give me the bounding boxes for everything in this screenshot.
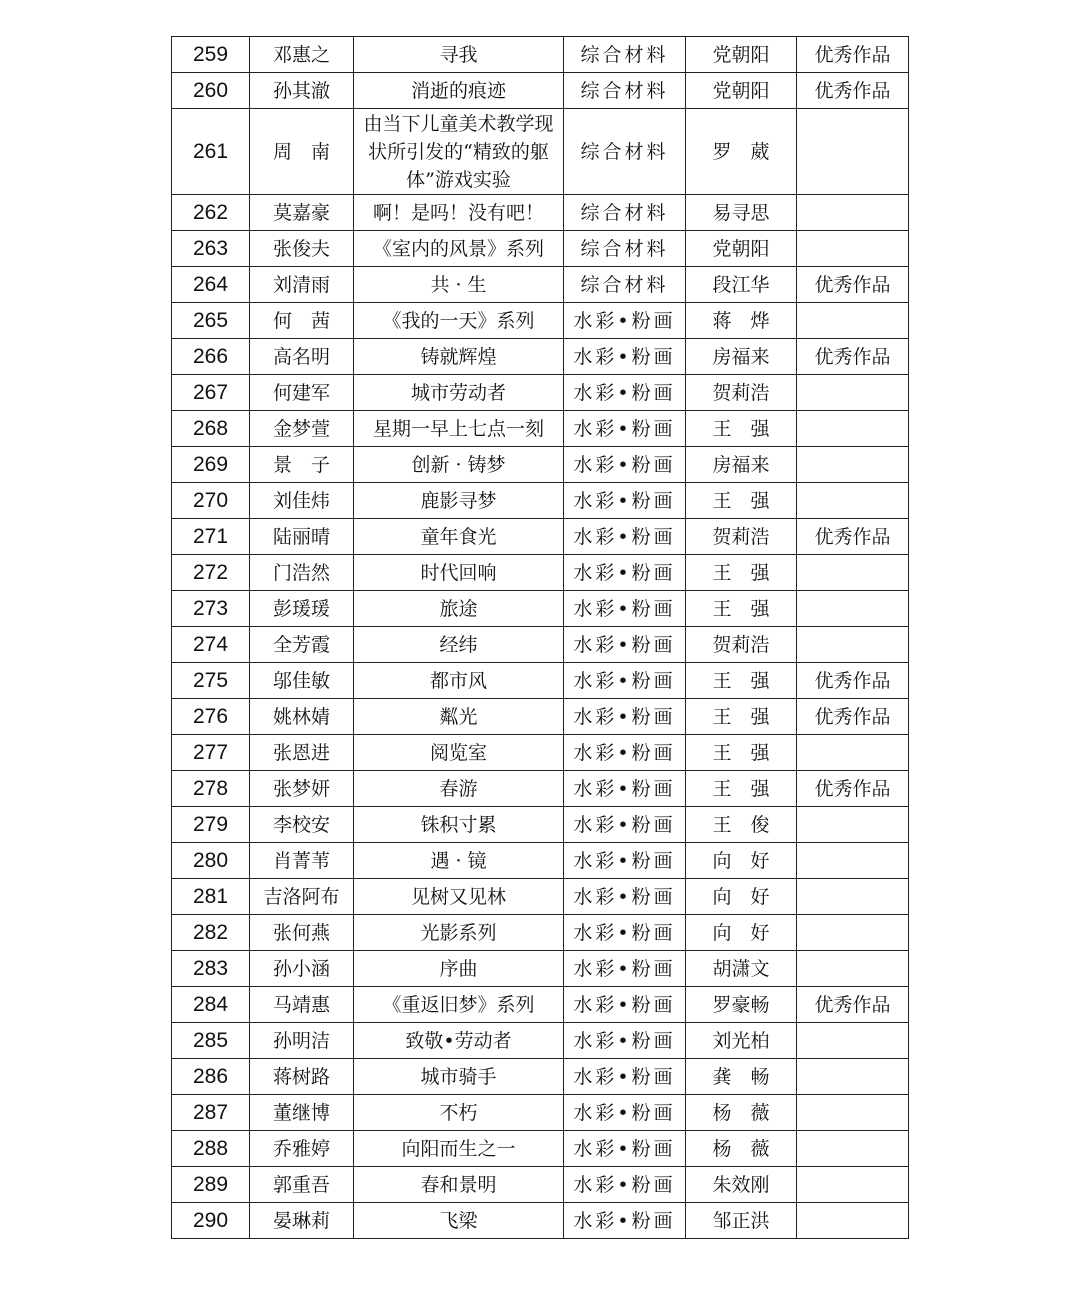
- award-cell: [797, 1167, 909, 1203]
- table-row: [172, 73, 909, 109]
- category-cell: 综合材料: [564, 195, 686, 231]
- work-title-cell: 都市风: [354, 663, 564, 699]
- advisor-cell: 王 强: [686, 663, 797, 699]
- entry-number-cell: 259: [172, 37, 250, 73]
- advisor-cell: 贺莉浩: [686, 375, 797, 411]
- table-row: [172, 699, 909, 735]
- student-name-cell: 马靖惠: [250, 987, 354, 1023]
- entry-number-cell: 288: [172, 1131, 250, 1167]
- student-name-cell: 董继博: [250, 1095, 354, 1131]
- student-name-cell: 邓惠之: [250, 37, 354, 73]
- category-cell: 水彩•粉画: [564, 879, 686, 915]
- work-title-cell: 共 · 生: [354, 267, 564, 303]
- advisor-cell: 段江华: [686, 267, 797, 303]
- student-name-cell: 景 子: [250, 447, 354, 483]
- advisor-cell: 王 强: [686, 555, 797, 591]
- category-cell: 水彩•粉画: [564, 1203, 686, 1239]
- category-cell: 水彩•粉画: [564, 519, 686, 555]
- award-cell: [797, 1203, 909, 1239]
- advisor-cell: 党朝阳: [686, 37, 797, 73]
- award-cell: 优秀作品: [797, 771, 909, 807]
- award-cell: 优秀作品: [797, 699, 909, 735]
- work-title-cell: 时代回响: [354, 555, 564, 591]
- work-title-cell: 创新 · 铸梦: [354, 447, 564, 483]
- award-cell: [797, 735, 909, 771]
- award-cell: [797, 1023, 909, 1059]
- category-cell: 水彩•粉画: [564, 663, 686, 699]
- entry-number-cell: 279: [172, 807, 250, 843]
- category-cell: 水彩•粉画: [564, 555, 686, 591]
- advisor-cell: 向 好: [686, 915, 797, 951]
- award-cell: 优秀作品: [797, 73, 909, 109]
- entry-number-cell: 273: [172, 591, 250, 627]
- student-name-cell: 周 南: [250, 109, 354, 195]
- student-name-cell: 乔雅婷: [250, 1131, 354, 1167]
- category-cell: 水彩•粉画: [564, 339, 686, 375]
- entry-number-cell: 286: [172, 1059, 250, 1095]
- table-body: [172, 37, 909, 1239]
- work-title-cell: 光影系列: [354, 915, 564, 951]
- award-cell: [797, 807, 909, 843]
- advisor-cell: 贺莉浩: [686, 519, 797, 555]
- student-name-cell: 门浩然: [250, 555, 354, 591]
- table-row: [172, 879, 909, 915]
- table-row: [172, 663, 909, 699]
- category-cell: 水彩•粉画: [564, 735, 686, 771]
- work-title-cell: 《重返旧梦》系列: [354, 987, 564, 1023]
- table-row: [172, 771, 909, 807]
- entry-number-cell: 269: [172, 447, 250, 483]
- work-title-cell: 春和景明: [354, 1167, 564, 1203]
- category-cell: 综合材料: [564, 37, 686, 73]
- advisor-cell: 罗豪畅: [686, 987, 797, 1023]
- work-title-cell: 啊！是吗！没有吧！: [354, 195, 564, 231]
- work-title-cell: 《室内的风景》系列: [354, 231, 564, 267]
- table-row: [172, 1023, 909, 1059]
- work-title-cell: 城市劳动者: [354, 375, 564, 411]
- work-title-cell: 飞梁: [354, 1203, 564, 1239]
- student-name-cell: 何 茜: [250, 303, 354, 339]
- table-row: [172, 519, 909, 555]
- entry-number-cell: 276: [172, 699, 250, 735]
- advisor-cell: 杨 薇: [686, 1095, 797, 1131]
- award-cell: [797, 627, 909, 663]
- category-cell: 综合材料: [564, 73, 686, 109]
- award-cell: [797, 303, 909, 339]
- category-cell: 水彩•粉画: [564, 375, 686, 411]
- category-cell: 综合材料: [564, 267, 686, 303]
- work-title-cell: 《我的一天》系列: [354, 303, 564, 339]
- entry-number-cell: 260: [172, 73, 250, 109]
- entry-number-cell: 266: [172, 339, 250, 375]
- table-row: [172, 375, 909, 411]
- category-cell: 水彩•粉画: [564, 771, 686, 807]
- category-cell: 水彩•粉画: [564, 303, 686, 339]
- table-row: [172, 37, 909, 73]
- student-name-cell: 莫嘉豪: [250, 195, 354, 231]
- award-cell: [797, 1059, 909, 1095]
- student-name-cell: 刘清雨: [250, 267, 354, 303]
- student-name-cell: 张俊夫: [250, 231, 354, 267]
- advisor-cell: 易寻思: [686, 195, 797, 231]
- category-cell: 水彩•粉画: [564, 1095, 686, 1131]
- advisor-cell: 杨 薇: [686, 1131, 797, 1167]
- work-title-cell: 寻我: [354, 37, 564, 73]
- award-cell: [797, 915, 909, 951]
- student-name-cell: 高名明: [250, 339, 354, 375]
- category-cell: 水彩•粉画: [564, 591, 686, 627]
- category-cell: 水彩•粉画: [564, 951, 686, 987]
- category-cell: 水彩•粉画: [564, 807, 686, 843]
- student-name-cell: 晏琳莉: [250, 1203, 354, 1239]
- table-row: [172, 267, 909, 303]
- table-row: [172, 1167, 909, 1203]
- entry-number-cell: 287: [172, 1095, 250, 1131]
- work-title-cell: 序曲: [354, 951, 564, 987]
- category-cell: 水彩•粉画: [564, 1131, 686, 1167]
- work-title-cell: 童年食光: [354, 519, 564, 555]
- advisor-cell: 党朝阳: [686, 73, 797, 109]
- category-cell: 水彩•粉画: [564, 483, 686, 519]
- category-cell: 水彩•粉画: [564, 1167, 686, 1203]
- student-name-cell: 何建军: [250, 375, 354, 411]
- entry-number-cell: 283: [172, 951, 250, 987]
- results-table-container: [171, 36, 908, 1239]
- entry-number-cell: 263: [172, 231, 250, 267]
- category-cell: 水彩•粉画: [564, 699, 686, 735]
- advisor-cell: 房福来: [686, 447, 797, 483]
- advisor-cell: 王 强: [686, 735, 797, 771]
- entry-number-cell: 271: [172, 519, 250, 555]
- work-title-cell: 阅览室: [354, 735, 564, 771]
- award-cell: [797, 483, 909, 519]
- table-row: [172, 735, 909, 771]
- advisor-cell: 胡潇文: [686, 951, 797, 987]
- work-title-cell: 不朽: [354, 1095, 564, 1131]
- entry-number-cell: 290: [172, 1203, 250, 1239]
- results-table: [171, 36, 909, 1239]
- advisor-cell: 党朝阳: [686, 231, 797, 267]
- table-row: [172, 951, 909, 987]
- table-row: [172, 1203, 909, 1239]
- table-row: [172, 807, 909, 843]
- advisor-cell: 王 俊: [686, 807, 797, 843]
- entry-number-cell: 267: [172, 375, 250, 411]
- award-cell: [797, 231, 909, 267]
- entry-number-cell: 277: [172, 735, 250, 771]
- entry-number-cell: 285: [172, 1023, 250, 1059]
- advisor-cell: 王 强: [686, 771, 797, 807]
- student-name-cell: 郭重吾: [250, 1167, 354, 1203]
- advisor-cell: 王 强: [686, 699, 797, 735]
- category-cell: 综合材料: [564, 109, 686, 195]
- student-name-cell: 吉洛阿布: [250, 879, 354, 915]
- entry-number-cell: 268: [172, 411, 250, 447]
- advisor-cell: 王 强: [686, 591, 797, 627]
- work-title-cell: 鹿影寻梦: [354, 483, 564, 519]
- student-name-cell: 彭瑗瑗: [250, 591, 354, 627]
- work-title-cell: 消逝的痕迹: [354, 73, 564, 109]
- award-cell: 优秀作品: [797, 267, 909, 303]
- category-cell: 水彩•粉画: [564, 1023, 686, 1059]
- work-title-cell: 旅途: [354, 591, 564, 627]
- advisor-cell: 向 好: [686, 843, 797, 879]
- advisor-cell: 房福来: [686, 339, 797, 375]
- advisor-cell: 刘光柏: [686, 1023, 797, 1059]
- table-row: [172, 627, 909, 663]
- work-title-cell: 铢积寸累: [354, 807, 564, 843]
- work-title-cell: 向阳而生之一: [354, 1131, 564, 1167]
- table-row: [172, 411, 909, 447]
- student-name-cell: 孙其澈: [250, 73, 354, 109]
- table-row: [172, 915, 909, 951]
- entry-number-cell: 281: [172, 879, 250, 915]
- entry-number-cell: 261: [172, 109, 250, 195]
- award-cell: [797, 843, 909, 879]
- award-cell: [797, 447, 909, 483]
- work-title-cell: 铸就辉煌: [354, 339, 564, 375]
- student-name-cell: 张何燕: [250, 915, 354, 951]
- work-title-cell: 经纬: [354, 627, 564, 663]
- category-cell: 水彩•粉画: [564, 627, 686, 663]
- entry-number-cell: 278: [172, 771, 250, 807]
- entry-number-cell: 272: [172, 555, 250, 591]
- award-cell: 优秀作品: [797, 339, 909, 375]
- advisor-cell: 王 强: [686, 411, 797, 447]
- table-row: [172, 483, 909, 519]
- student-name-cell: 孙小涵: [250, 951, 354, 987]
- category-cell: 水彩•粉画: [564, 447, 686, 483]
- award-cell: [797, 1095, 909, 1131]
- award-cell: [797, 109, 909, 195]
- student-name-cell: 肖菁苇: [250, 843, 354, 879]
- student-name-cell: 张恩进: [250, 735, 354, 771]
- table-row: [172, 843, 909, 879]
- entry-number-cell: 274: [172, 627, 250, 663]
- student-name-cell: 蒋树路: [250, 1059, 354, 1095]
- work-title-cell: 星期一早上七点一刻: [354, 411, 564, 447]
- award-cell: 优秀作品: [797, 519, 909, 555]
- award-cell: 优秀作品: [797, 987, 909, 1023]
- work-title-cell: 由当下儿童美术教学现状所引发的“精致的躯体”游戏实验: [354, 109, 564, 195]
- student-name-cell: 刘佳炜: [250, 483, 354, 519]
- award-cell: [797, 879, 909, 915]
- work-title-cell: 城市骑手: [354, 1059, 564, 1095]
- advisor-cell: 朱效刚: [686, 1167, 797, 1203]
- student-name-cell: 金梦萱: [250, 411, 354, 447]
- entry-number-cell: 282: [172, 915, 250, 951]
- table-row: [172, 195, 909, 231]
- award-cell: [797, 375, 909, 411]
- award-cell: [797, 591, 909, 627]
- entry-number-cell: 265: [172, 303, 250, 339]
- category-cell: 水彩•粉画: [564, 843, 686, 879]
- table-row: [172, 339, 909, 375]
- advisor-cell: 向 好: [686, 879, 797, 915]
- work-title-cell: 粼光: [354, 699, 564, 735]
- advisor-cell: 龚 畅: [686, 1059, 797, 1095]
- category-cell: 水彩•粉画: [564, 987, 686, 1023]
- student-name-cell: 陆丽晴: [250, 519, 354, 555]
- table-row: [172, 303, 909, 339]
- category-cell: 水彩•粉画: [564, 411, 686, 447]
- entry-number-cell: 270: [172, 483, 250, 519]
- category-cell: 水彩•粉画: [564, 915, 686, 951]
- award-cell: [797, 195, 909, 231]
- award-cell: 优秀作品: [797, 663, 909, 699]
- entry-number-cell: 289: [172, 1167, 250, 1203]
- student-name-cell: 李校安: [250, 807, 354, 843]
- advisor-cell: 王 强: [686, 483, 797, 519]
- award-cell: [797, 411, 909, 447]
- table-row: [172, 231, 909, 267]
- advisor-cell: 邹正洪: [686, 1203, 797, 1239]
- entry-number-cell: 262: [172, 195, 250, 231]
- table-row: [172, 109, 909, 195]
- entry-number-cell: 275: [172, 663, 250, 699]
- student-name-cell: 张梦妍: [250, 771, 354, 807]
- student-name-cell: 全芳霞: [250, 627, 354, 663]
- student-name-cell: 姚林婧: [250, 699, 354, 735]
- award-cell: [797, 555, 909, 591]
- table-row: [172, 1131, 909, 1167]
- advisor-cell: 蒋 烨: [686, 303, 797, 339]
- table-row: [172, 447, 909, 483]
- table-row: [172, 1059, 909, 1095]
- table-row: [172, 591, 909, 627]
- student-name-cell: 孙明洁: [250, 1023, 354, 1059]
- table-row: [172, 987, 909, 1023]
- advisor-cell: 贺莉浩: [686, 627, 797, 663]
- student-name-cell: 邬佳敏: [250, 663, 354, 699]
- table-row: [172, 1095, 909, 1131]
- advisor-cell: 罗 葳: [686, 109, 797, 195]
- table-row: [172, 555, 909, 591]
- category-cell: 水彩•粉画: [564, 1059, 686, 1095]
- category-cell: 综合材料: [564, 231, 686, 267]
- entry-number-cell: 264: [172, 267, 250, 303]
- award-cell: [797, 951, 909, 987]
- work-title-cell: 致敬•劳动者: [354, 1023, 564, 1059]
- work-title-cell: 见树又见林: [354, 879, 564, 915]
- entry-number-cell: 280: [172, 843, 250, 879]
- award-cell: [797, 1131, 909, 1167]
- award-cell: 优秀作品: [797, 37, 909, 73]
- entry-number-cell: 284: [172, 987, 250, 1023]
- work-title-cell: 遇 · 镜: [354, 843, 564, 879]
- work-title-cell: 春游: [354, 771, 564, 807]
